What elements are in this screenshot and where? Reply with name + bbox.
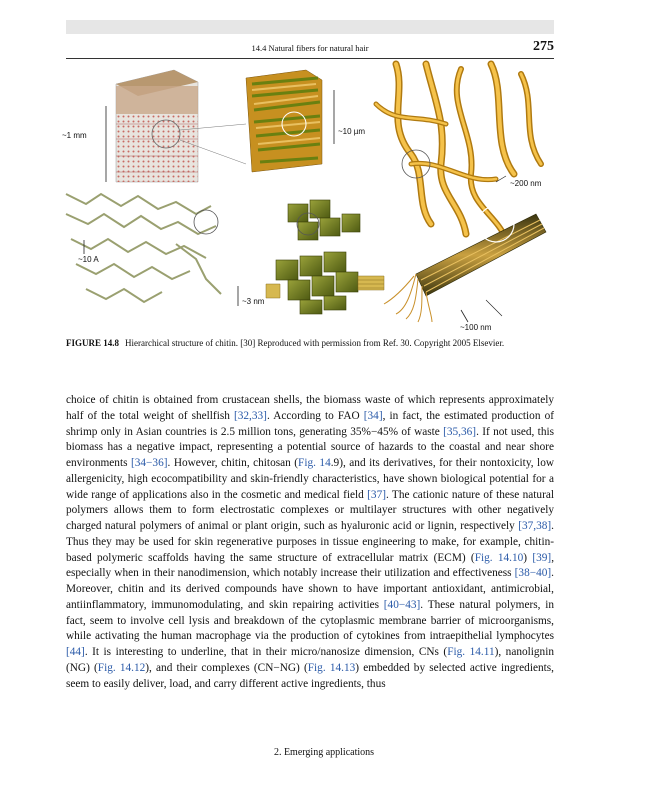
text-run: .9), and its derivatives, for their nontoxicity, low allergenicity, high ecocompatibility and skin-friendly characteristics, have shown biological potential for a wide range of applications also in the cosmetic and medical field	[66, 457, 554, 501]
footer-section-title: 2. Emerging applications	[273, 747, 375, 758]
citation-link[interactable]: Fig. 14.13	[307, 661, 356, 674]
figure-chitin-hierarchy	[62, 64, 554, 334]
label-10um: ~10 µm	[338, 127, 366, 136]
label-200nm: ~200 nm	[510, 179, 542, 188]
citation-link[interactable]: Fig. 14.10	[474, 551, 524, 564]
cuticle-block	[106, 70, 246, 182]
label-10a: ~10 A	[78, 255, 99, 264]
text-run: . According to FAO	[266, 409, 364, 422]
citation-link[interactable]: [34]	[363, 409, 383, 422]
text-run: , in fact, the estimated production of shrimp only in Asian countries is 2.5 million tons, generating 35%−45% of waste	[66, 409, 554, 438]
header-bar	[66, 20, 554, 34]
label-1mm: ~1 mm	[62, 131, 87, 140]
citation-link[interactable]: [38−40]	[514, 567, 552, 580]
body-paragraph	[66, 393, 554, 692]
header-rule	[66, 58, 554, 59]
citation-link[interactable]: [40−43]	[383, 598, 421, 611]
label-100nm: ~100 nm	[460, 323, 492, 332]
text-run: ), and their complexes (CN−NG) (	[145, 661, 308, 674]
molecular-chains	[66, 194, 221, 302]
running-head	[66, 41, 554, 57]
paragraph-text	[66, 393, 554, 692]
text-run: choice of chitin is obtained from crustacean shells, the biomass waste of which represents approximately half of the total weight of shellfish	[66, 394, 554, 422]
twisted-plywood	[246, 70, 334, 172]
caption-label: FIGURE 14.8	[66, 338, 120, 348]
citation-link[interactable]: [34−36]	[131, 457, 168, 469]
citation-link[interactable]: [37,38]	[518, 520, 552, 532]
chitin-fibres	[376, 64, 541, 239]
text-run: . These natural polymers, in fact, seem to involve cell lysis and breakdown of the cytoplasmic membrane barrier of microorganisms, while activating the human macrophage via the production of cytokines from intraepithelial lymphocytes	[66, 598, 554, 643]
text-run: , especially when in their nanodimension, which notably increase their utilization and effectiveness	[66, 551, 555, 580]
text-run: ) embedded by selected active ingredients, seem to easily deliver, load, and carry different active ingredients, thus	[66, 661, 554, 690]
citation-link[interactable]: [44]	[66, 646, 85, 658]
page-number: 275	[533, 39, 554, 54]
citation-link[interactable]: Fig. 14.12	[97, 661, 146, 674]
text-run: . If not used, this biomass has a negative impact, representing a potential source of hazards to the coastal and near shore environments	[66, 425, 555, 469]
text-run: . Thus they may be used for skin regenerative purposes in tissue engineering to make, for example, chitin-based polymeric scaffolds having the same structure of extracellular matrix (ECM) (	[66, 520, 554, 564]
text-run: . However, chitin, chitosan (	[167, 457, 299, 469]
figure-illustration	[62, 64, 554, 334]
text-run: . It is interesting to underline, that in their micro/nanosize dimension, CNs (	[84, 646, 448, 658]
citation-link[interactable]: [37]	[367, 488, 386, 501]
text-run: . The cationic nature of these natural polymers allows them to form electrostatic complexes or multilayer structures with other negatively charged natural polymers of animal or plant origin, such as hyaluronic acid or lignin, respectively	[66, 488, 554, 532]
citation-link[interactable]: [35,36]	[443, 425, 477, 438]
running-title: 14.4 Natural fibers for natural hair	[251, 43, 369, 53]
citation-link[interactable]: Fig. 14	[298, 457, 331, 469]
text-run: . Moreover, chitin and its derived compounds have shown to have important antioxidant, antimicrobial, antiinflammatory, immunomodulating, and skin repairing activities	[66, 567, 554, 611]
label-3nm: ~3 nm	[242, 297, 265, 306]
text-run: )	[523, 551, 533, 564]
caption-text: Hierarchical structure of chitin. [30] Reproduced with permission from Ref. 30. Copyright 2005 Elsevier.	[125, 338, 505, 348]
citation-link[interactable]: [39]	[532, 551, 552, 564]
citation-link[interactable]: Fig. 14.11	[447, 646, 495, 658]
figure-caption	[66, 337, 554, 349]
text-run: ), nanolignin (NG) (	[66, 646, 554, 674]
citation-link[interactable]: [32,33]	[233, 409, 267, 422]
